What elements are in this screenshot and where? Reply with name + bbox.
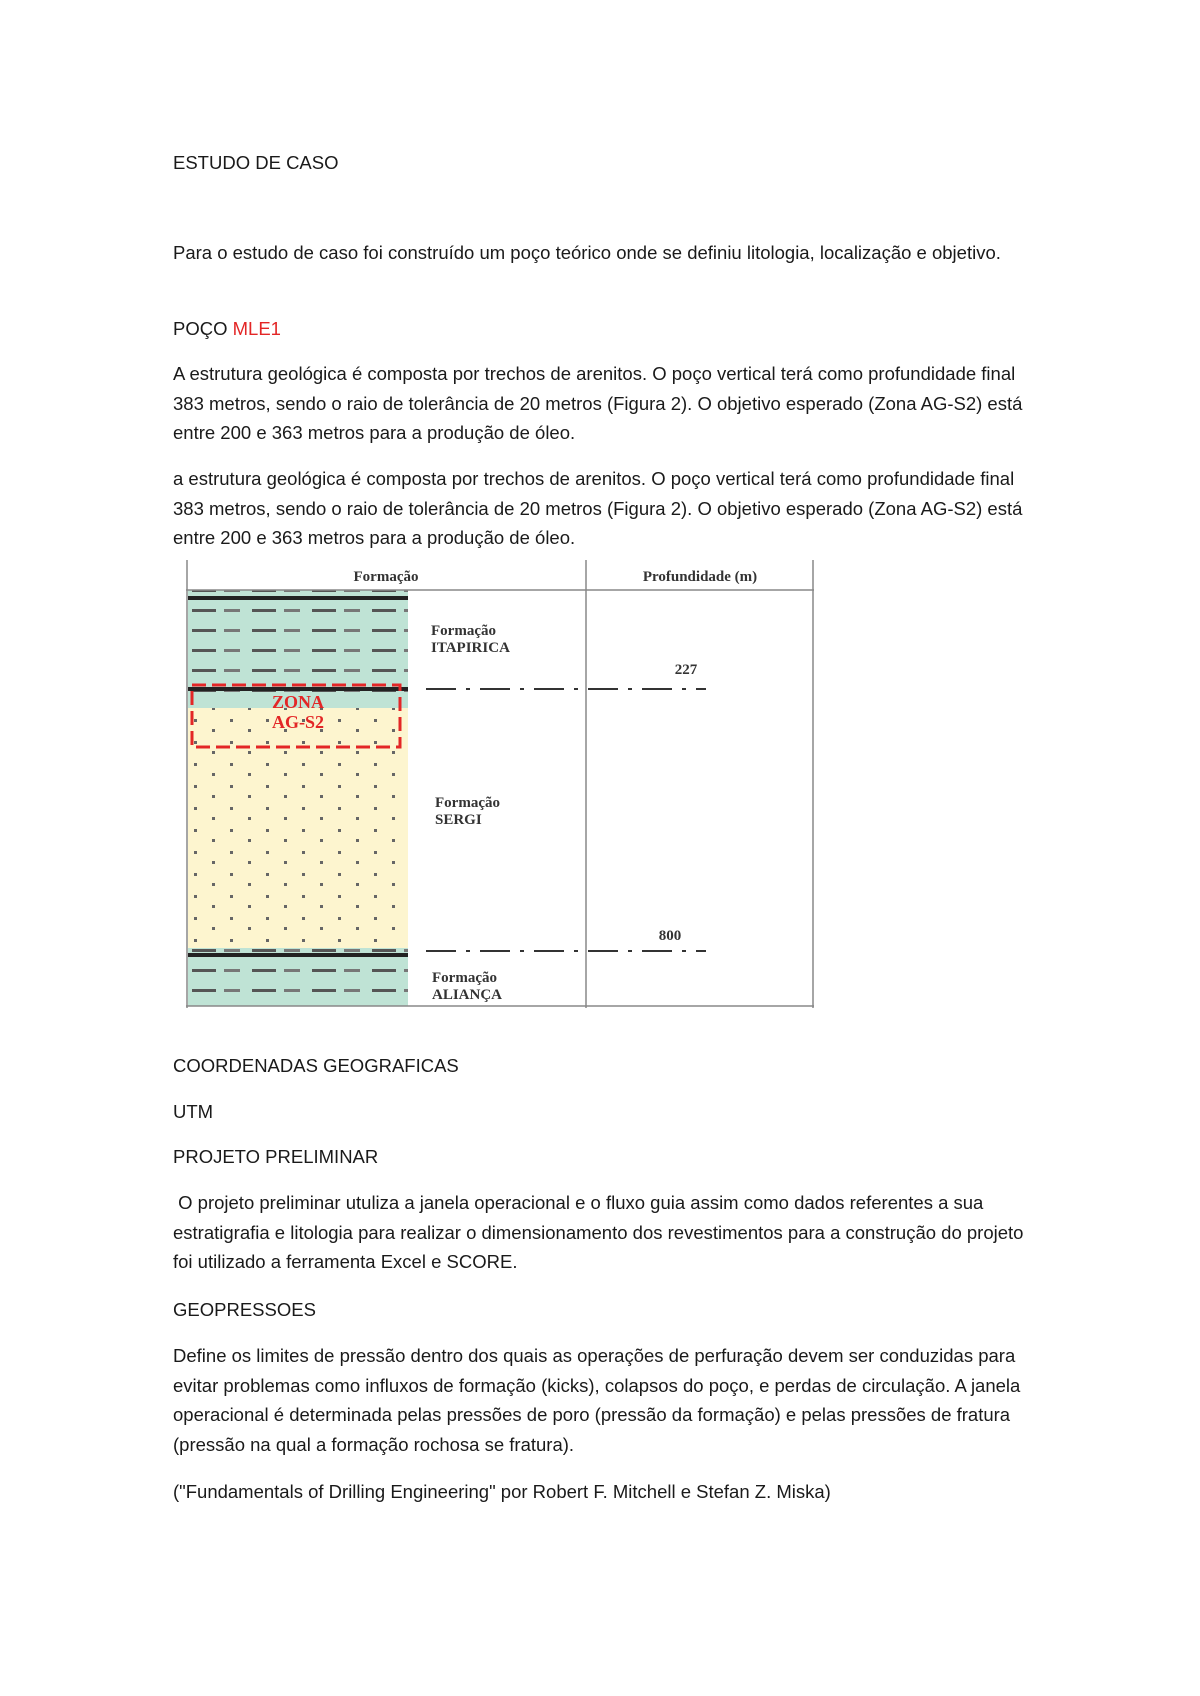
- sergi-label-line1: Formação: [435, 795, 500, 811]
- heading-projeto-preliminar: PROJETO PRELIMINAR: [173, 1146, 379, 1167]
- heading-estudo-de-caso: ESTUDO DE CASO: [173, 152, 339, 173]
- header-formacao: Formação: [353, 569, 419, 585]
- well-prefix: POÇO: [173, 318, 233, 339]
- well-name: MLE1: [232, 318, 281, 339]
- utm-label: UTM: [173, 1101, 214, 1122]
- reference-citation: ("Fundamentals of Drilling Engineering" por Robert F. Mitchell e Stefan Z. Miska): [173, 1481, 831, 1502]
- itapirica-label-line1: Formação: [431, 623, 496, 639]
- well-label: [173, 314, 1043, 344]
- itapirica-label-line2: ITAPIRICA: [431, 640, 510, 656]
- sergi-sand-layer: [188, 708, 408, 948]
- stratigraphy-diagram: [186, 560, 814, 1008]
- zone-label-line2: AG-S2: [271, 712, 325, 732]
- alianca-label-line2: ALIANÇA: [432, 987, 503, 1003]
- zone-label-line1: ZONA: [271, 692, 325, 712]
- stratigraphy-figure: [186, 560, 814, 1008]
- geopressoes-paragraph: Define os limites de pressão dentro dos quais as operações de perfuração devem ser conduzidas para evitar problemas como influxos de formação (kicks), colapsos do poço, e perdas de circulação. A janela operacional é determinada pelas pressões de poro (pressão da formação) e pelas pressões de fratura (pressão na qual a formação rochosa se fratura).: [173, 1345, 1021, 1455]
- header-profundidade: Profundidade (m): [642, 569, 758, 585]
- depth-bottom-value: 800: [658, 928, 682, 944]
- intro-paragraph: Para o estudo de caso foi construído um poço teórico onde se definiu litologia, localização e objetivo.: [173, 242, 1001, 263]
- depth-top-value: 227: [674, 662, 698, 678]
- paragraph-1: A estrutura geológica é composta por trechos de arenitos. O poço vertical terá como profundidade final 383 metros, sendo o raio de tolerância de 20 metros (Figura 2). O objetivo esperado (Zona AG-S2) está entre 200 e 363 metros para a produção de óleo.: [173, 363, 1023, 443]
- sergi-label-line2: SERGI: [435, 812, 482, 828]
- projeto-paragraph: O projeto preliminar utuliza a janela operacional e o fluxo guia assim como dados referentes a sua estratigrafia e litologia para realizar o dimensionamento dos revestimentos para a construção do projeto foi utilizado a ferramenta Excel e SCORE.: [173, 1192, 1029, 1272]
- paragraph-2: a estrutura geológica é composta por trechos de arenitos. O poço vertical terá como profundidade final 383 metros, sendo o raio de tolerância de 20 metros (Figura 2). O objetivo esperado (Zona AG-S2) está entre 200 e 363 metros para a produção de óleo.: [173, 468, 1023, 548]
- heading-geopressoes: GEOPRESSOES: [173, 1299, 316, 1320]
- heading-coordenadas: COORDENADAS GEOGRAFICAS: [173, 1055, 459, 1076]
- alianca-label-line1: Formação: [432, 970, 497, 986]
